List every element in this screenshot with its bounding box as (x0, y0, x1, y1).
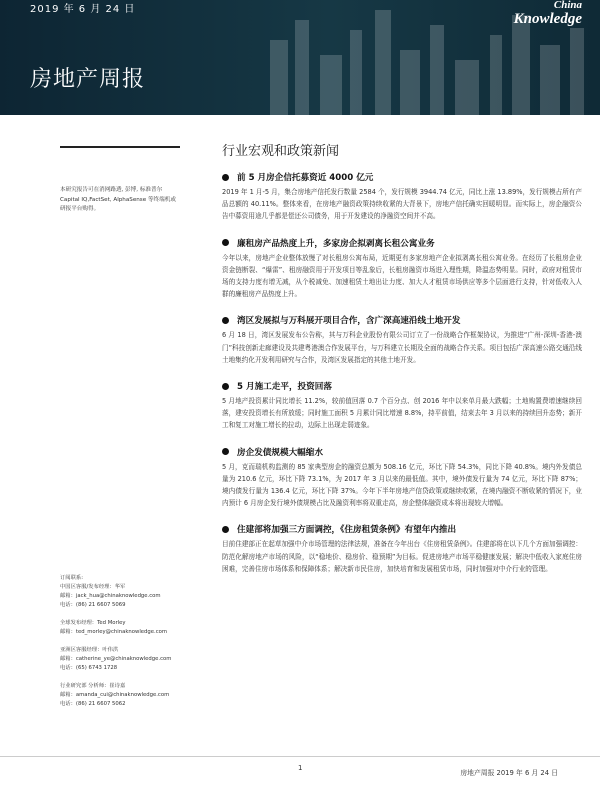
news-heading-text: 住建部将加强三方面调控，《住房租赁条例》有望年内推出 (237, 525, 457, 536)
news-body: 2019 年 1 月-5 月，集合房地产信托发行数量 2584 个，发行规模 3944.74 亿元，同比上涨 13.89%，发行规模占所有产品总额的 40.11%。整体来看，在房地产融资政策持续收紧的大背景下，房地产信托确实回暖明显。而实际上，房企融资公告中募资用途几乎都是偿还公司债务，用于开发建设的净融资空间并不高。 (222, 188, 582, 221)
china-knowledge-logo (514, 0, 582, 27)
news-heading-text: 房企发债规模大幅缩水 (237, 447, 323, 458)
news-heading (222, 237, 582, 249)
contact-block (60, 574, 200, 610)
news-body: 5 月地产投资累计同比增长 11.2%，较前值回落 0.7 个百分点、创 2016 年中以来单月最大跌幅；土地购置费增速继续回落，建安投资增长有所放缓；同时施工面积 5 月累计同比增速 8.8%，持平前值，结束去年 3 月以来的持续回升态势；新开工和复工对施工增长的拉动，边际上出现走弱迹象。 (222, 397, 582, 430)
news-item (222, 314, 582, 366)
news-heading-text: 前 5 月房企信托募资近 4000 亿元 (237, 173, 374, 183)
footer-divider (0, 756, 600, 757)
contact-block (60, 646, 200, 673)
bullet-icon (222, 383, 229, 390)
contact-name: 亚洲区客服经理：叶伟洪 (60, 647, 119, 653)
news-item (222, 446, 582, 510)
contact-name: 中国区客服/发布经理：华军 (60, 584, 126, 590)
contact-email: 邮箱：jack_hua@chinaknowledge.com (60, 593, 161, 599)
bullet-icon (222, 239, 229, 246)
report-header (0, 0, 600, 115)
contact-block (60, 682, 200, 709)
section-title: 行业宏观和政策新闻 (222, 144, 340, 159)
contact-email: 邮箱：amanda_cui@chinaknowledge.com (60, 692, 170, 698)
contact-phone: 电话：(65) 6743 1728 (60, 665, 118, 671)
contact-role: 订阅联系: (60, 575, 83, 581)
news-body: 6 月 18 日，湾区发展发布公告称，其与万科企业股份有限公司订立了一份战略合作框架协议，为推进“广州-深圳-香港-澳门”科技创新走廊建设及共建粤港澳合作发展平台，与万科建立长期及全面的战略合作关系。项目包括广深高速公路交通沿线土地集约化开发利用研究与合作，及湾区发展指定的其他土地开发。 (222, 331, 582, 364)
news-heading (222, 171, 582, 183)
news-heading (222, 314, 582, 326)
news-heading-text: 5 月施工走平，投资回落 (237, 382, 332, 393)
page-number: 1 (298, 764, 303, 772)
footer-report-label: 房地产周报 2019 年 6 月 24 日 (460, 769, 558, 777)
news-heading-text: 廉租房产品热度上升，多家房企拟剥离长租公寓业务 (237, 238, 435, 249)
sidebar-divider (60, 146, 180, 148)
report-date: 2019 年 6 月 24 日 (30, 4, 136, 15)
logo-line-knowledge: Knowledge (513, 11, 582, 27)
contact-email: 邮箱：catherine_ye@chinaknowledge.com (60, 656, 172, 662)
contact-email: 邮箱：ted_morley@chinaknowledge.com (60, 629, 168, 635)
contact-name: 全球发布经理：Ted Morley (60, 620, 126, 626)
news-item (222, 171, 582, 223)
contact-phone: 电话：(86) 21 6607 5062 (60, 701, 126, 707)
bullet-icon (222, 526, 229, 533)
sidebar (60, 146, 180, 215)
distribution-disclaimer: 本研究报告可在消网路透, 彭博, 标准普尔 Capital IQ,FactSet, AlphaSense 等终端机或研报平台购得。 (60, 187, 176, 212)
bullet-icon (222, 317, 229, 324)
news-item (222, 380, 582, 432)
news-heading (222, 446, 582, 458)
news-item (222, 523, 582, 575)
contact-block (60, 619, 200, 637)
news-heading (222, 523, 582, 535)
news-heading (222, 380, 582, 392)
report-title: 房地产周报 (30, 67, 146, 92)
bullet-icon (222, 448, 229, 455)
logo-line-china: China (553, 0, 582, 11)
bullet-icon (222, 174, 229, 181)
news-heading-text: 湾区发展拟与万科展开项目合作，含广深高速沿线土地开发 (237, 316, 461, 327)
news-body: 今年以来，房地产企业整体放慢了对长租房公寓布局，近期更有多家房地产企业拟剥离长租公寓业务。在经历了长租房企业资金链断裂、“爆雷”、租房融资用于开发项目等乱象后，长租房融资市场进入理性期，降温态势明显。同时，政府对租赁市场的支持力度有增无减，从个税减免、加速租赁土地出让力度、加大人才租赁市场供应等多个层面进行支持，针对低收入人群的廉租房产品热度上升。 (222, 253, 582, 299)
news-body: 5 月，克而瑞机构监测的 85 家典型房企的融资总额为 508.16 亿元，环比下降 54.3%，同比下降 40.8%。境内外发债总量为 210.6 亿元，环比下降 73.1%，为 2017 年 3 月以来的最低值。其中，境外债发行量为 74 亿元，环比下降 87%；境内债发行量为 136.4 亿元，环比下降 37%。今年下半年房地产信贷政策或继续收紧，在境内融资不断收紧的情况下，业内预计 6 月房企发行境外债规模占比及融资利率将双重走高，房企整体融资成本将出现较大增幅。 (222, 462, 582, 508)
contact-list (60, 574, 200, 718)
news-body: 目前住建部正在起草加强中介市场管理的法律法规，准备在今年出台《住房租赁条例》。住建部将在以下几个方面加强调控：防范化解房地产市场的风险，以“稳地价、稳房价、稳预期”为目标。促进房地产市场平稳健康发展；解决中低收入家庭住房困难，完善住房市场体系和保障体系；解决新市民住房，加快培育和发展租赁市场，同时加强对中介行业的管理。 (222, 540, 582, 573)
contact-name: 行业研究部 分析师：崔诗嘉 (60, 683, 126, 689)
contact-phone: 电话：(86) 21 6607 5069 (60, 602, 126, 608)
news-item (222, 237, 582, 301)
main-content (222, 140, 582, 589)
